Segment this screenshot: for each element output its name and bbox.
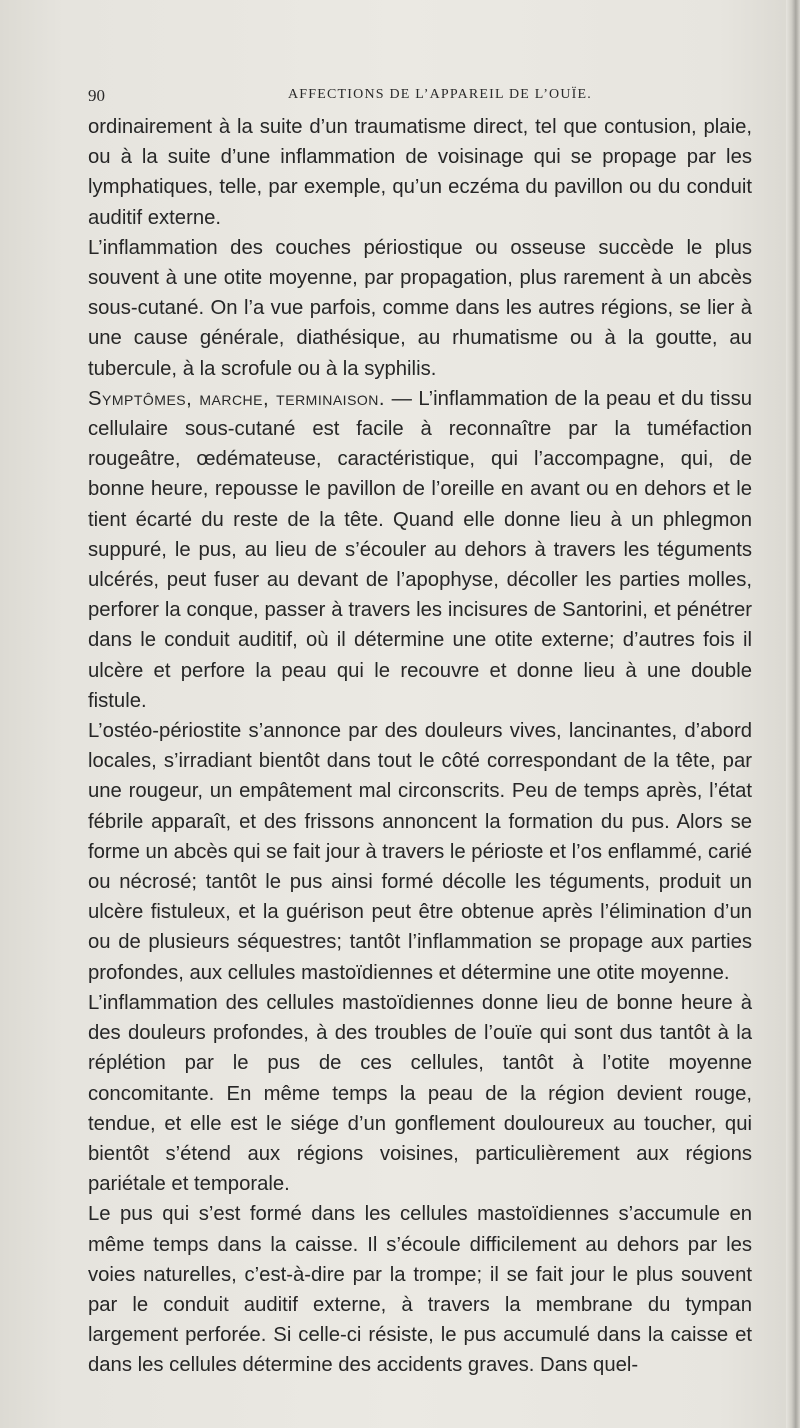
paragraph-inflammation-osseuse: L’inflammation des couches périostique ou osseuse succède le plus souvent à une otite moyenne, par propagation, plus rarement à un abcès sous-cutané. On l’a vue parfois, comme dans les autres régions, se lier à une cause générale, diathésique, au rhumatisme ou à la goutte, au tubercule, à la scrofule ou à la syphilis. bbox=[88, 236, 752, 380]
paragraph-pus-caisse: Le pus qui s’est formé dans les cellules mastoïdiennes s’accumule en même temps dans la caisse. Il s’écoule difficilement au dehors par les voies naturelles, c’est-à-dire par la trompe; il se fait jour le plus souvent par le conduit auditif externe, à travers la membrane du tympan largement perforée. Si celle-ci résiste, le pus accumulé dans la caisse et dans les cellules détermine des accidents graves. Dans quel- bbox=[88, 1203, 752, 1377]
paragraph-osteo-periostite: L’ostéo-périostite s’annonce par des douleurs vives, lancinantes, d’abord locales, s’irradiant bientôt dans tout le côté correspondant de la tête, par une rougeur, un empâtement mal circonscrits. Peu de temps après, l’état fébrile apparaît, et des frissons annoncent la formation du pus. Alors se forme un abcès qui se fait jour à travers le périoste et l’os enflammé, carié ou nécrosé; tantôt le pus ainsi formé décolle les téguments, produit un ulcère fistuleux, et la guérison peut être obtenue après l’élimination d’un ou de plusieurs séquestres; tantôt l’inflammation se propage aux parties profondes, aux cellules mastoïdiennes et détermine une otite moyenne. bbox=[88, 720, 752, 984]
running-head: AFFECTIONS DE L’APPAREIL DE L’OUÏE. bbox=[287, 87, 592, 102]
body-text bbox=[88, 112, 752, 1381]
page-number: 90 bbox=[88, 86, 105, 105]
page-header bbox=[88, 86, 748, 108]
page-edge-shadow bbox=[786, 0, 800, 1428]
paragraph-cellules-mastoidiennes: L’inflammation des cellules mastoïdiennes donne lieu de bonne heure à des douleurs profondes, à des troubles de l’ouïe qui sont dus tantôt à la réplétion par le pus de ces cellules, tantôt à l’otite moyenne concomitante. En même temps la peau de la région devient rouge, tendue, et elle est le siége d’un gonflement douloureux au toucher, qui bientôt s’étend aux régions voisines, particulièrement aux régions pariétale et temporale. bbox=[88, 991, 752, 1196]
section-heading-symptomes: Symptômes, marche, terminaison. bbox=[88, 387, 386, 410]
paragraph-symptomes-text: — L’inflammation de la peau et du tissu cellulaire sous-cutané est facile à reconnaître par la tuméfaction rougeâtre, œdémateuse, caractéristique, qui l’accompagne, qui, de bonne heure, repousse le pavillon de l’oreille en avant ou en dehors et le tient écarté du reste de la tête. Quand elle donne lieu à un phlegmon suppuré, le pus, au lieu de s’écouler au dehors à travers les téguments ulcérés, peut fuser au devant de l’apophyse, décoller les parties molles, perforer la conque, passer à travers les incisures de Santorini, et pénétrer dans le conduit auditif, où il détermine une otite externe; d’autres fois il ulcère et perfore la peau qui le recouvre et donne lieu à une double fistule. bbox=[88, 387, 752, 712]
paragraph-continuation: ordinairement à la suite d’un traumatisme direct, tel que contusion, plaie, ou à la suite d’une inflammation de voisinage qui se propage par les lymphatiques, telle, par exemple, qu’un eczéma du pavillon ou du conduit auditif externe. bbox=[88, 116, 752, 229]
paragraph-symptomes bbox=[88, 384, 752, 716]
